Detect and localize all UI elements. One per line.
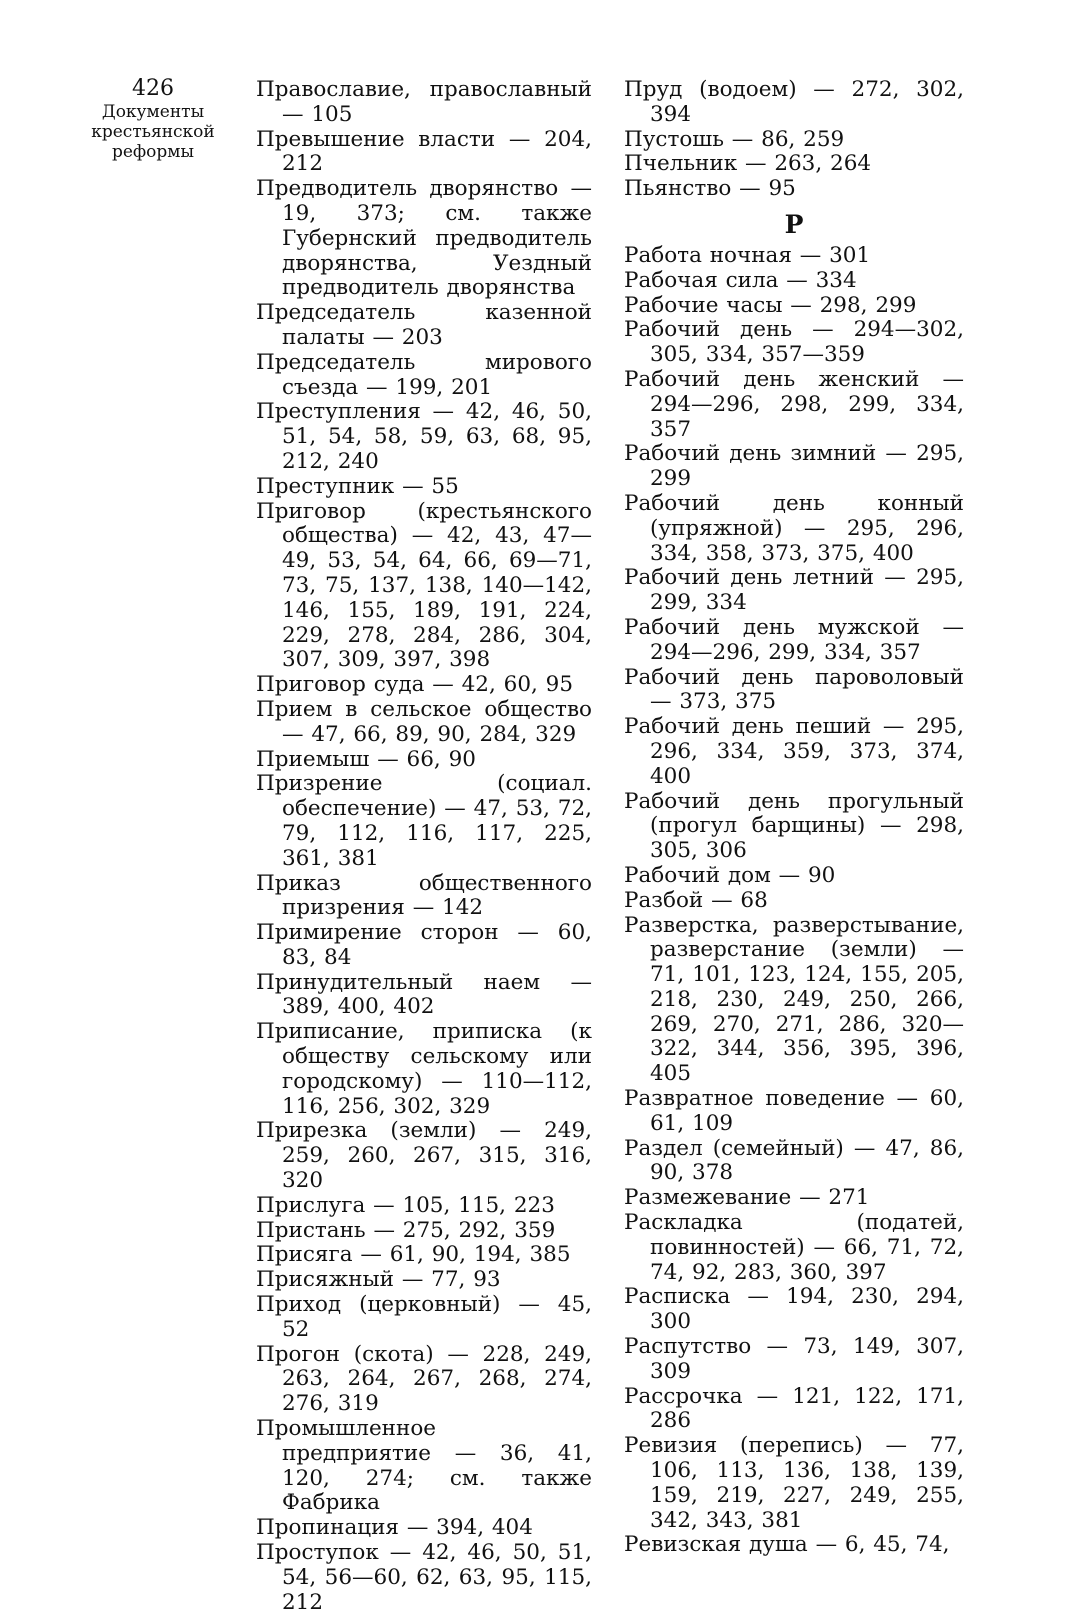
index-entry: Прием в сельское общество — 47, 66, 89, 90, 284, 329 — [256, 696, 592, 747]
page-margin-header — [78, 76, 228, 162]
index-entry: Рабочий день мужской — 294—296, 299, 334, 357 — [624, 614, 964, 665]
index-entry: Присяжный — 77, 93 — [256, 1267, 501, 1293]
index-entry: Призрение (социал. обеспечение) — 47, 53, 72, 79, 112, 116, 117, 225, 361, 381 — [256, 771, 592, 871]
index-entry: Размежевание — 271 — [624, 1185, 870, 1211]
section-letter: Р — [784, 209, 804, 239]
index-entry: Предводитель дворянство — 19, 373; см. также Губернский предводитель дворянства, Уездный предводитель дворянства — [256, 176, 592, 301]
index-entry: Рабочий день конный (упряжной) — 295, 296, 334, 358, 373, 375, 400 — [624, 490, 964, 566]
index-entry: Рабочий день летний — 295, 299, 334 — [624, 565, 964, 616]
index-entry: Преступник — 55 — [256, 473, 459, 499]
index-entry: Промышленное предприятие — 36, 41, 120, 274; см. также Фабрика — [256, 1416, 592, 1516]
index-entry: Развратное поведение — 60, 61, 109 — [624, 1086, 964, 1136]
entries-after-letter — [624, 244, 964, 1558]
index-column-right — [624, 78, 964, 1558]
index-entry: Приговор суда — 42, 60, 95 — [256, 672, 574, 698]
index-entry: Приемыш — 66, 90 — [256, 746, 476, 772]
index-entry: Приписание, приписка (к обществу сельскому или городскому) — 110—112, 116, 256, 302, 329 — [256, 1019, 592, 1119]
index-entry: Председатель казенной палаты — 203 — [256, 300, 592, 350]
index-entry: Проступок — 42, 46, 50, 51, 54, 56—60, 62, 63, 95, 115, 212 — [256, 1540, 592, 1615]
index-entry: Рабочий день женский — 294—296, 298, 299, 334, 357 — [624, 366, 964, 442]
index-entry: Превышение власти — 204, 212 — [256, 126, 592, 177]
index-entry: Пропинация — 394, 404 — [256, 1515, 533, 1541]
index-entry: Разбой — 68 — [624, 887, 768, 913]
index-entry: Распутство — 73, 149, 307, 309 — [624, 1334, 964, 1384]
index-entry: Расписка — 194, 230, 294, 300 — [624, 1284, 964, 1335]
index-entry: Рабочий день прогульный (прогул барщины) — 298, 305, 306 — [624, 788, 964, 864]
index-entry: Рабочий день пеший — 295, 296, 334, 359, 373, 374, 400 — [624, 714, 964, 789]
index-entry: Православие, православный — 105 — [256, 77, 592, 127]
index-entry: Приговор (крестьянского общества) — 42, 43, 47—49, 53, 54, 64, 66, 69—71, 73, 75, 137, 138, 140—142, 146, 155, 189, 191, 224, 229, 278, 284, 286, 304, 307, 309, 397, 398 — [256, 498, 592, 673]
index-entry: Ревизская душа — 6, 45, 74, — [624, 1532, 950, 1558]
running-title-line: Документы — [101, 102, 205, 122]
running-title-line: реформы — [111, 142, 195, 162]
index-entry: Рабочая сила — 334 — [624, 267, 857, 293]
index-entry: Приход (церковный) — 45, 52 — [256, 1292, 592, 1342]
index-entry: Пристань — 275, 292, 359 — [256, 1217, 556, 1243]
index-entry: Прислуга — 105, 115, 223 — [256, 1192, 555, 1218]
index-entry: Присяга — 61, 90, 194, 385 — [256, 1242, 571, 1268]
index-entry: Рассрочка — 121, 122, 171, 286 — [624, 1383, 964, 1434]
running-title-line: крестьянской — [91, 122, 215, 142]
index-entry: Рабочие часы — 298, 299 — [624, 292, 917, 318]
index-entry: Пруд (водоем) — 272, 302, 394 — [624, 77, 964, 127]
index-entry: Рабочий день пароволовый — 373, 375 — [624, 664, 964, 715]
index-entry: Пьянство — 95 — [624, 176, 796, 202]
index-entry: Работа ночная — 301 — [624, 242, 871, 268]
index-entry: Примирение сторон — 60, 83, 84 — [256, 920, 592, 970]
index-entry: Пустошь — 86, 259 — [624, 126, 845, 152]
index-entry: Раскладка (податей, повинностей) — 66, 71, 72, 74, 92, 283, 360, 397 — [624, 1210, 964, 1285]
index-entry: Прирезка (земли) — 249, 259, 260, 267, 315, 316, 320 — [256, 1118, 592, 1194]
index-entry: Прогон (скота) — 228, 249, 263, 264, 267, 268, 274, 276, 319 — [256, 1341, 592, 1417]
entries-before-letter — [624, 78, 964, 202]
index-entry: Рабочий день — 294—302, 305, 334, 357—359 — [624, 317, 964, 368]
index-entry: Рабочий день зимний — 295, 299 — [624, 441, 964, 492]
index-entry: Принудительный наем — 389, 400, 402 — [256, 969, 592, 1020]
index-entry: Председатель мирового съезда — 199, 201 — [256, 349, 592, 400]
index-entry: Рабочий дом — 90 — [624, 862, 836, 888]
index-entry: Разверстка, разверстывание, разверстание (земли) — 71, 101, 123, 124, 155, 205, 218, 230, 249, 250, 266, 269, 270, 271, 286, 320—322, 344, 356, 395, 396, 405 — [624, 912, 964, 1087]
index-column-left — [256, 78, 592, 1615]
index-entry: Преступления — 42, 46, 50, 51, 54, 58, 59, 63, 68, 95, 212, 240 — [256, 399, 592, 474]
index-entry: Раздел (семейный) — 47, 86, 90, 378 — [624, 1135, 964, 1186]
page-number: 426 — [132, 76, 174, 101]
index-entry: Приказ общественного призрения — 142 — [256, 870, 592, 921]
index-entry: Ревизия (перепись) — 77, 106, 113, 136, 138, 139, 159, 219, 227, 249, 255, 342, 343, 381 — [624, 1433, 964, 1533]
index-entry: Пчельник — 263, 264 — [624, 151, 872, 177]
